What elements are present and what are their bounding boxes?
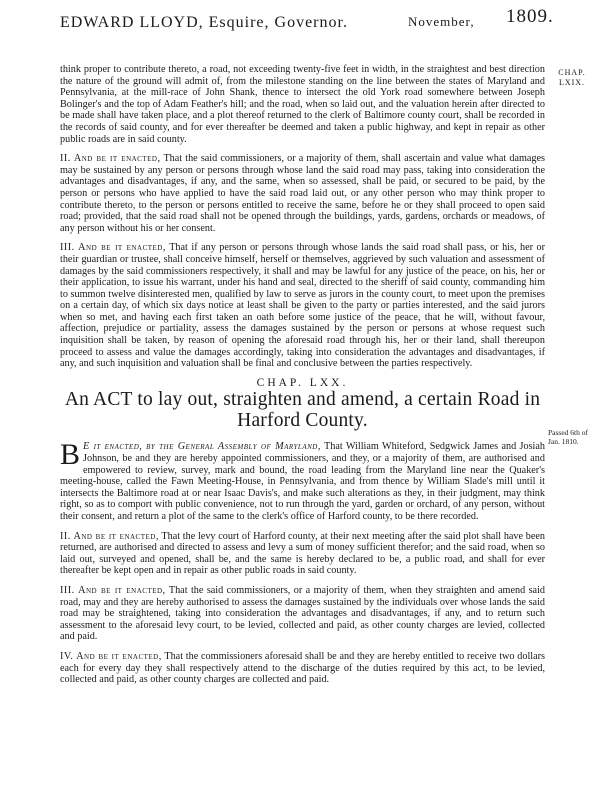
running-head-year: 1809. — [506, 6, 554, 27]
running-head-title: EDWARD LLOYD, Esquire, Governor. — [60, 14, 348, 31]
chapter-heading: CHAP. LXX. — [256, 376, 349, 389]
margin-chapter-note — [548, 68, 596, 88]
page-header — [60, 6, 554, 36]
section-3-paragraph — [60, 242, 545, 370]
section-2-text: That the said commissioners, or a majority of them, shall ascertain and value what damages may be sustained by any person or persons through whose land the said road may pass, taking into consideration the advantages and disadvantages, if any, and the same, when so assessed, shall be paid, or secured to be paid, by the person or persons who have applied to have the said road laid out, or any other person who may think proper to contribute thereto, to the person or persons entitled to receive the same, before he or they shall proceed to open said road; provided, that the said road shall not be opened through the buildings, yards, gardens, orchards or meadows, of any person without his or her consent. — [60, 153, 546, 234]
act-section-4-paragraph — [60, 651, 545, 686]
paragraph-continuation: think proper to contribute thereto, a road, not exceeding twenty-five feet in width, in the straightest and best direction the nature of the ground will admit of, from the milestone standing on the line between the states of Maryland and Pennsylvania, at the mill-race of John Shank, thence to intersect the old York road somewhere between Joseph Bolinger's and the top of Adam Feather's hill; and the road, when so laid out, and the valuation herein after directed to be made shall have taken place, and a plot thereof returned to the clerk of Baltimore county court, shall be recorded in the records of said county, and for ever thereafter be deemed and taken a public highway, and kept in repair as other public roads are in said county. — [60, 64, 545, 145]
act-title: An ACT to lay out, straighten and amend, a certain Road in Harford County. — [64, 389, 541, 432]
section-3-prefix: III. And be it enacted, — [60, 242, 166, 254]
act-section-3-paragraph — [60, 585, 545, 643]
act-enactment-clause: E it enacted, by the General Assembly of Maryland, — [83, 441, 321, 453]
act-section-4-text: That the commissioners aforesaid shall be and they are hereby entitled to receive two dollars each for every day they shall respectively attend to the discharge of the duties required by this act, to be levied, collected and paid, as other county charges are collected and paid. — [60, 650, 545, 686]
margin-chap-label: CHAP. — [558, 68, 586, 77]
act-section-4-prefix: IV. And be it enacted, — [60, 650, 162, 662]
act-section-3-text: That the said commissioners, or a majority of them, when they straighten and amend said road, may and they are hereby authorised to assess the damages sustained by the individuals over whose lands the said road may be straightened, taking into consideration the advantages and disadvantages, if any, and to return such assessment to the aforesaid levy court, to be levied, collected and paid, as other county charges are levied, collected and paid. — [60, 584, 546, 643]
act-enactment-paragraph — [60, 438, 545, 522]
section-2-prefix: II. And be it enacted, — [60, 153, 161, 165]
margin-chap-number: LXIX. — [558, 78, 586, 87]
body-text — [60, 64, 545, 694]
margin-passed-note — [548, 428, 600, 446]
section-2-paragraph — [60, 153, 545, 234]
act-enactment-text: That William Whiteford, Sedgwick James and Josiah Johnson, be and they are hereby appointed commissioners, and they, or a majority of them, are authorised and empowered to review, survey, mark and bound, the road leading from the Maryland line near the Quaker's meeting-house, called the Fawn Meeting-House, in Pennsylvania, and from thence by William Slade's mill until it intersects the Baltimore road at or near Isaac Davis's, and make such alterations as they, in their judgment, may think right, so as to comport with public convenience, not to run through the yard, garden or orchard, of any person, without their consent, and return a plot of the same to the clerk's office of Harford county, to be there recorded. — [60, 441, 545, 522]
act-section-3-prefix: III. And be it enacted, — [60, 584, 166, 596]
drop-cap: B — [60, 438, 81, 472]
running-head-month: November, — [408, 14, 475, 29]
section-3-text: That if any person or persons through whose lands the said road shall pass, or his, her or their guardian or trustee, shall conceive himself, herself or themselves, aggrieved by such valuation and assessment of damages by the said commissioners respectively, it shall and may be lawful for any justice of the peace, on his, her or their application, to issue his warrant, under his hand and seal, directed to the sheriff of said county, commanding him to summon twelve disinterested men, qualified by law to serve as jurors in the county court, to meet upon the premises on a certain day, of which six days notice at least shall be given to the party or parties interested, and the said jurors when so met, and having each first taken an oath before some justice of the peace, that he will, without favour, affection, prejudice or partiality, assess the damages sustained by the person or persons at whose request such inquisition shall be taken, by reason of opening the aforesaid road through his, her or their land, shall thereupon proceed to assess and value the damages accordingly, taking into consideration the advantages and disadvantages, if any, and such inquisition and valuation shall be final and conclusive between the parties respectively. — [60, 242, 545, 370]
act-section-2-text: That the levy court of Harford county, at their next meeting after the said plot shall have been returned, are authorised and directed to assess and levy a sum of money sufficient therefor; and the said road, when so laid out, surveyed and opened, shall be, and the same is hereby declared to be, a public road, and shall for ever thereafter be kept open and in repair as other public roads in said county. — [60, 530, 545, 577]
act-section-2-paragraph — [60, 531, 545, 577]
act-section-2-prefix: II. And be it enacted, — [60, 530, 159, 542]
margin-passed-line1: Passed 6th of — [548, 428, 588, 437]
margin-passed-line2: Jan. 1810. — [548, 437, 579, 446]
